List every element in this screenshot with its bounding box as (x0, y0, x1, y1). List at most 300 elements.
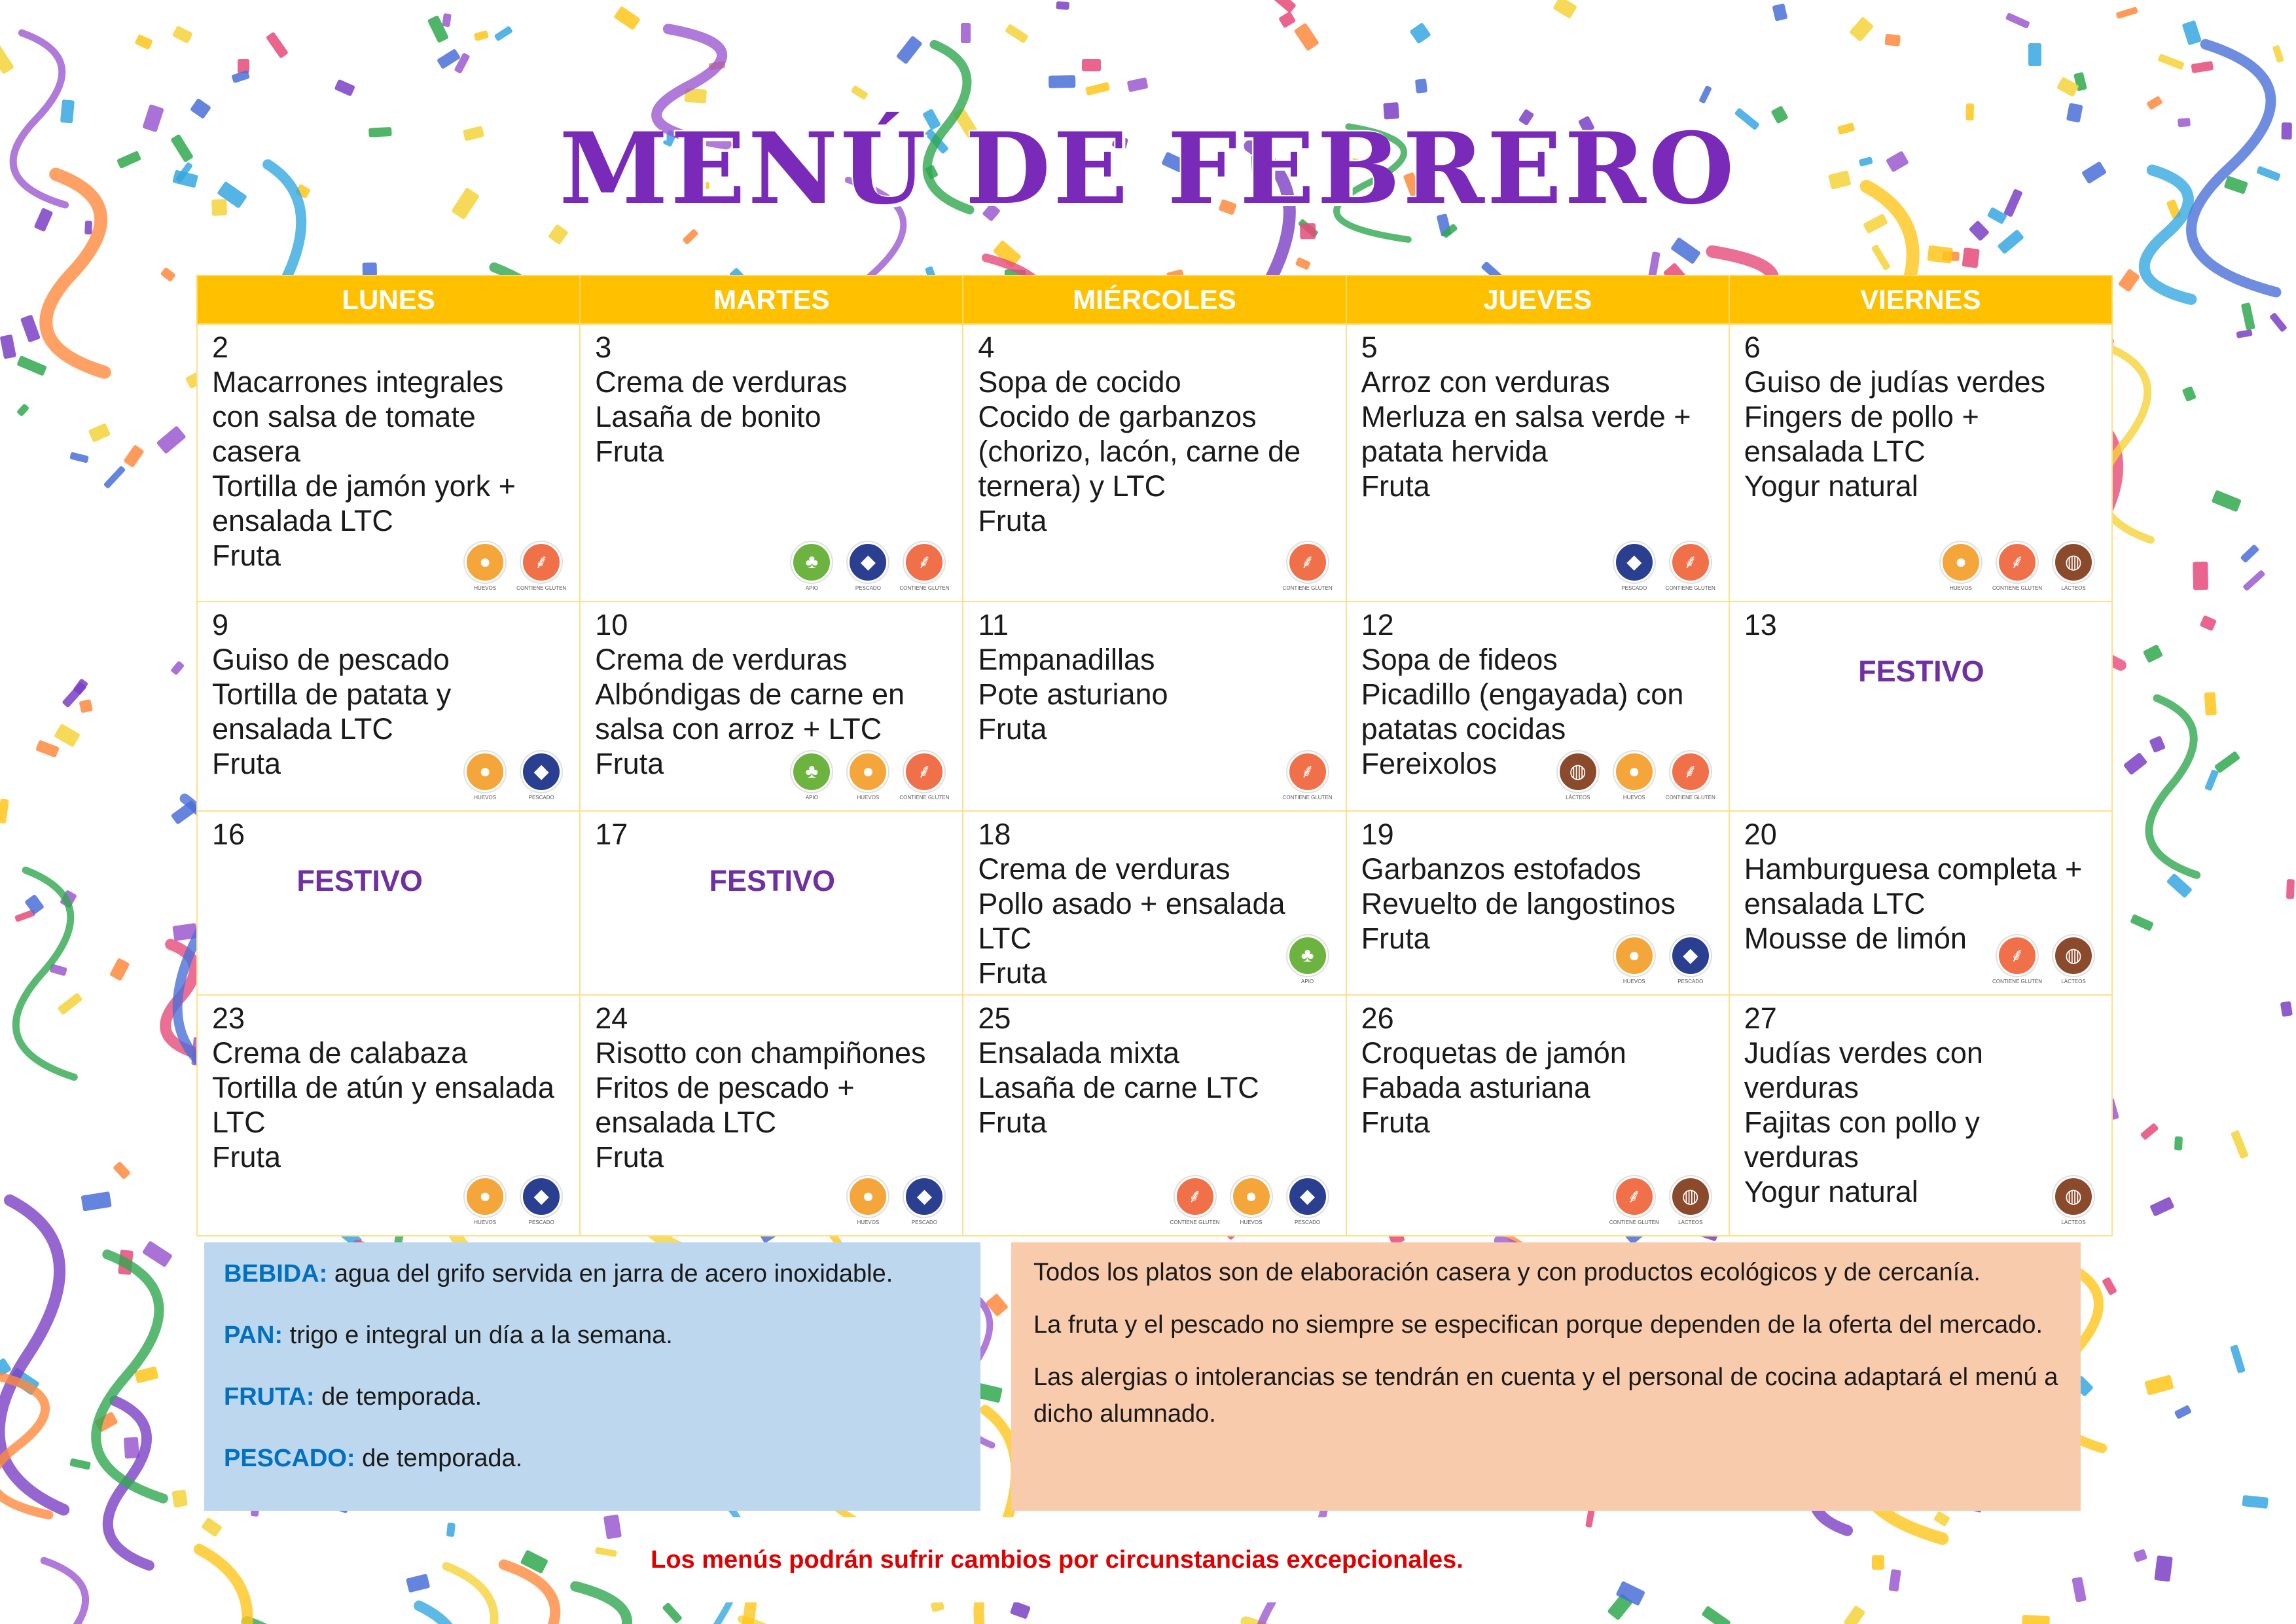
fish-icon: ◆ (521, 1176, 562, 1217)
weekday-header: MIÉRCOLES (963, 276, 1346, 324)
day-cell (580, 324, 963, 602)
day-number: 5 (1361, 331, 1378, 364)
confetti-piece (1552, 0, 1577, 19)
confetti-piece (142, 1240, 173, 1267)
dish-line: Cocido de garbanzos (978, 400, 1257, 433)
allergen-label: APIO (805, 585, 818, 591)
confetti-piece (172, 26, 193, 44)
day-cell (963, 995, 1346, 1236)
day-cell (1729, 602, 2112, 811)
fish-icon: ◆ (1614, 542, 1655, 583)
info-line-bebida (224, 1257, 961, 1291)
confetti-piece (0, 334, 16, 359)
allergen-badge (1992, 542, 2042, 592)
weekday-header: LUNES (197, 276, 580, 324)
allergen-badge (899, 542, 950, 592)
allergen-label: CONTIENE GLUTEN (516, 585, 567, 591)
milk-jug-icon: ◍ (2053, 935, 2094, 976)
confetti-piece (2166, 873, 2193, 899)
milk-jug-icon: ◍ (2053, 1176, 2094, 1217)
week-row (197, 324, 2112, 602)
day-cell (963, 811, 1346, 995)
allergen-badge (520, 751, 562, 801)
confetti-piece (1670, 237, 1701, 264)
day-number: 13 (1744, 608, 1777, 641)
allergen-label: CONTIENE GLUTEN (1282, 585, 1333, 591)
day-number: 9 (212, 608, 229, 641)
dish-line: Fereixolos (1361, 747, 1498, 780)
info-text: de temporada. (355, 1445, 523, 1472)
dish-line: Macarrones integrales (212, 365, 504, 399)
confetti-piece (57, 992, 82, 1015)
confetti-piece (2240, 544, 2259, 563)
day-number: 17 (595, 818, 628, 851)
confetti-piece (123, 444, 145, 468)
note-paragraph: Todos los platos son de elaboración casera y con productos ecológicos y de cercanía. (1033, 1259, 1981, 1286)
confetti-piece (446, 1523, 456, 1537)
confetti-piece (2272, 45, 2284, 63)
confetti-piece (1295, 257, 1311, 270)
dish-line: Arroz con verduras (1361, 365, 1610, 399)
confetti-piece (2174, 1405, 2192, 1419)
day-number: 16 (212, 818, 245, 851)
dish-line: con salsa de tomate (212, 400, 476, 433)
confetti-piece (124, 1437, 139, 1458)
dish-line: Fruta (1361, 1106, 1430, 1139)
allergen-icons (464, 751, 562, 801)
allergen-badge (1613, 751, 1655, 801)
allergen-badge (1170, 1176, 1220, 1226)
wheat-icon: ⸙ (1997, 935, 2037, 976)
dish-line: Fruta (978, 1106, 1047, 1139)
allergen-label: HUEVOS (474, 1219, 497, 1225)
confetti-piece (1933, 1511, 1950, 1527)
confetti-piece (160, 267, 176, 282)
confetti-piece (0, 799, 9, 823)
dish-line: Fruta (212, 1140, 281, 1174)
dish-line: Judías verdes con (1744, 1036, 1983, 1070)
festivo-label: FESTIVO (709, 864, 836, 897)
info-line-pescado (224, 1441, 961, 1475)
wheat-icon: ⸙ (1614, 1176, 1655, 1217)
day-cell (963, 324, 1346, 602)
allergen-label: LÁCTEOS (2061, 585, 2086, 591)
confetti-piece (170, 660, 185, 676)
streamer-ribbon (493, 1564, 560, 1624)
info-key: PAN: (224, 1322, 283, 1349)
day-cell (197, 811, 580, 995)
streamer-ribbon (410, 1606, 463, 1624)
confetti-piece (1082, 59, 1101, 71)
confetti-piece (2149, 736, 2166, 753)
dish-line: Fajitas con pollo y (1744, 1106, 1980, 1139)
confetti-piece (961, 23, 971, 43)
dish-line: ensalada LTC (212, 712, 393, 746)
day-cell (580, 602, 963, 811)
confetti-piece (2144, 1375, 2174, 1396)
confetti-piece (171, 1489, 188, 1507)
streamer-ribbon (1234, 1621, 1306, 1624)
allergen-badge (464, 751, 506, 801)
allergen-label: PESCADO (855, 585, 881, 591)
allergen-icons (791, 542, 950, 592)
egg-icon: ● (465, 542, 505, 583)
confetti-piece (2102, 1276, 2117, 1295)
dish-line: casera (212, 435, 301, 468)
confetti-piece (2231, 1130, 2249, 1159)
dish-line: Fruta (595, 435, 664, 468)
allergen-icons (1282, 751, 1333, 801)
allergen-badge (903, 1176, 945, 1226)
wheat-icon: ⸙ (904, 542, 944, 583)
dish-line: Sopa de fideos (1361, 643, 1558, 676)
day-number: 24 (595, 1001, 628, 1035)
day-number: 4 (978, 331, 995, 364)
allergen-badge (1609, 1176, 1659, 1226)
dish-line: ensalada LTC (1744, 887, 1926, 920)
allergen-icons (1609, 1176, 1712, 1226)
dish-line: Picadillo (engayada) con (1361, 677, 1684, 711)
dish-line: ternera) y LTC (978, 469, 1166, 503)
confetti-piece (1278, 11, 1296, 28)
allergen-label: HUEVOS (857, 795, 880, 801)
allergen-icons (1287, 935, 1329, 985)
allergen-label: CONTIENE GLUTEN (1609, 1219, 1659, 1225)
confetti-piece (682, 228, 699, 245)
confetti-piece (1772, 3, 1787, 22)
confetti-piece (2154, 1555, 2172, 1582)
confetti-piece (442, 13, 452, 27)
day-cell (1346, 602, 1729, 811)
allergen-badge (1557, 751, 1599, 801)
allergen-label: CONTIENE GLUTEN (1170, 1219, 1220, 1225)
allergen-label: PESCADO (911, 1219, 937, 1225)
confetti-piece (2214, 751, 2241, 774)
confetti-piece (35, 740, 60, 758)
allergen-label: HUEVOS (1950, 585, 1972, 591)
weekday-header: JUEVES (1346, 276, 1729, 324)
dish-line: Ensalada mixta (978, 1036, 1180, 1070)
confetti-piece (2193, 562, 2208, 590)
day-number: 2 (212, 331, 229, 364)
confetti-piece (1871, 244, 1891, 271)
celery-icon: ♣ (1287, 935, 1328, 976)
confetti-piece (109, 958, 130, 981)
confetti-piece (2236, 329, 2252, 338)
allergen-label: CONTIENE GLUTEN (899, 585, 950, 591)
confetti-piece (20, 314, 41, 342)
confetti-piece (662, 1602, 683, 1623)
dish-line: Crema de verduras (595, 643, 848, 676)
confetti-piece (2140, 1123, 2159, 1140)
dish-line: Revuelto de langostinos (1361, 887, 1676, 920)
streamer-ribbon (436, 1566, 498, 1624)
dish-line: Crema de calabaza (212, 1036, 468, 1070)
egg-icon: ● (465, 751, 505, 792)
allergen-badge (847, 1176, 889, 1226)
festivo-label: FESTIVO (296, 864, 423, 897)
confetti-piece (1010, 1601, 1031, 1619)
confetti-piece (79, 699, 93, 713)
confetti-piece (2204, 769, 2219, 791)
confetti-piece (2241, 302, 2255, 331)
allergen-badge (791, 751, 833, 801)
confetti-piece (1997, 229, 2024, 255)
dish-line: patatas cocidas (1361, 712, 1566, 746)
allergen-label: CONTIENE GLUTEN (1282, 795, 1333, 801)
info-key: PESCADO: (224, 1445, 355, 1472)
confetti-piece (2118, 268, 2140, 293)
confetti-piece (613, 6, 641, 31)
milk-jug-icon: ◍ (1558, 751, 1598, 792)
confetti-piece (603, 1514, 622, 1539)
fish-icon: ◆ (1287, 1176, 1328, 1217)
allergen-label: HUEVOS (474, 795, 497, 801)
allergen-label: CONTIENE GLUTEN (1992, 979, 2042, 984)
note-paragraph: La fruta y el pescado no siempre se especifican porque dependen de la oferta del mercado. (1033, 1311, 2043, 1339)
confetti-piece (1409, 22, 1431, 44)
confetti-piece (1127, 77, 1149, 92)
confetti-piece (1698, 85, 1712, 104)
confetti-piece (156, 425, 187, 454)
dish-line: Fruta (1361, 469, 1430, 503)
day-cell (963, 602, 1346, 811)
allergen-badge (1282, 542, 1333, 592)
dish-line: Risotto con champiñones (595, 1036, 926, 1070)
milk-jug-icon: ◍ (1670, 1176, 1711, 1217)
day-cell (1346, 995, 1729, 1236)
day-number: 19 (1361, 818, 1394, 851)
allergen-badge (1287, 935, 1329, 985)
dish-line: Fruta (595, 1140, 664, 1174)
dish-line: Croquetas de jamón (1361, 1036, 1626, 1070)
day-cell (1729, 995, 2112, 1236)
dish-line: Fruta (978, 956, 1047, 990)
confetti-piece (16, 355, 47, 376)
confetti-piece (2005, 12, 2030, 29)
dish-line: Pollo asado + ensalada (978, 887, 1285, 920)
dish-line: verduras (1744, 1140, 1859, 1174)
fish-icon: ◆ (521, 751, 562, 792)
confetti-piece (2182, 386, 2197, 402)
confetti-piece (896, 35, 923, 65)
day-cell (197, 995, 580, 1236)
dish-line: Fingers de pollo + (1744, 400, 1979, 433)
allergen-icons (464, 1176, 562, 1226)
egg-icon: ● (1614, 935, 1655, 976)
fish-icon: ◆ (848, 542, 888, 583)
wheat-icon: ⸙ (1670, 542, 1711, 583)
info-line-pan (224, 1318, 961, 1352)
confetti-piece (2022, 1615, 2050, 1624)
allergen-badge (1613, 935, 1655, 985)
confetti-piece (2191, 61, 2214, 73)
dish-line: (chorizo, lacón, carne de (978, 435, 1301, 468)
confetti-piece (238, 59, 249, 73)
dish-line: Lasaña de bonito (595, 400, 821, 433)
streamer-ribbon (564, 1587, 631, 1624)
celery-icon: ♣ (791, 751, 832, 792)
celery-icon: ♣ (791, 542, 832, 583)
streamer-ribbon (188, 1549, 251, 1624)
allergen-badge (464, 1176, 506, 1226)
info-box-general (204, 1242, 980, 1511)
allergen-badge (847, 542, 889, 592)
allergen-badge (516, 542, 567, 592)
dish-line: LTC (978, 922, 1032, 955)
allergen-badge (1665, 751, 1715, 801)
dish-line: ensalada LTC (1744, 435, 1926, 468)
confetti-piece (406, 1574, 430, 1593)
allergen-icons (1557, 751, 1715, 801)
allergen-icons (1992, 935, 2094, 985)
allergen-label: PESCADO (1621, 585, 1647, 591)
confetti-piece (2143, 644, 2163, 663)
confetti-piece (266, 31, 289, 58)
allergen-label: CONTIENE GLUTEN (1992, 585, 2042, 591)
allergen-badge (1940, 542, 1982, 592)
day-number: 12 (1361, 608, 1394, 641)
allergen-label: APIO (1301, 979, 1314, 984)
fish-icon: ◆ (904, 1176, 944, 1217)
confetti-piece (1843, 1605, 1865, 1624)
allergen-label: LÁCTEOS (2061, 979, 2086, 984)
allergen-label: CONTIENE GLUTEN (1665, 585, 1715, 591)
allergen-badge (847, 751, 889, 801)
confetti-piece (2174, 1136, 2183, 1151)
weekday-header-row (197, 276, 2112, 324)
allergen-badge (1670, 1176, 1712, 1226)
egg-icon: ● (1941, 542, 1981, 583)
confetti-piece (2242, 1495, 2269, 1509)
confetti-piece (1415, 79, 1427, 94)
allergen-badge (1670, 935, 1712, 985)
confetti-piece (494, 26, 513, 41)
day-number: 27 (1744, 1001, 1777, 1035)
week-row (197, 995, 2112, 1236)
day-number: 11 (978, 608, 1009, 641)
allergen-label: LÁCTEOS (2061, 1219, 2086, 1225)
info-text: de temporada. (314, 1383, 482, 1411)
allergen-badge (1992, 935, 2042, 985)
confetti-piece (1927, 245, 1953, 263)
day-cell (197, 324, 580, 602)
day-number: 10 (595, 608, 628, 641)
allergen-icons (1170, 1176, 1329, 1226)
streamer-ribbon (35, 1561, 89, 1624)
dish-line: Fruta (595, 747, 664, 780)
confetti-piece (595, 1547, 617, 1557)
note-paragraph: Las alergias o intolerancias se tendrán en cuenta y el personal de cocina adaptará el menú a dicho alumnado. (1033, 1363, 2058, 1428)
confetti-piece (0, 44, 14, 75)
allergen-label: PESCADO (1677, 979, 1704, 984)
dish-line: Tortilla de jamón york + (212, 469, 516, 503)
confetti-piece (474, 30, 489, 41)
day-number: 20 (1744, 818, 1777, 851)
day-cell (197, 602, 580, 811)
day-number: 23 (212, 1001, 245, 1035)
day-number: 18 (978, 818, 1011, 851)
dish-line: Empanadillas (978, 643, 1155, 676)
dish-line: Fruta (978, 712, 1047, 746)
festivo-label: FESTIVO (1858, 655, 1984, 688)
confetti-piece (88, 423, 111, 442)
confetti-piece (1701, 1606, 1731, 1624)
day-number: 25 (978, 1001, 1011, 1035)
confetti-piece (2204, 692, 2217, 715)
allergen-badge (1282, 751, 1333, 801)
allergen-icons (2053, 1176, 2094, 1226)
confetti-piece (54, 723, 81, 748)
streamer-ribbon (2149, 698, 2197, 875)
allergen-label: PESCADO (528, 795, 554, 801)
week-row (197, 811, 2112, 995)
confetti-piece (1269, 0, 1297, 13)
confetti-piece (2199, 615, 2217, 631)
dish-line: Crema de verduras (978, 852, 1230, 886)
day-cell (580, 811, 963, 995)
confetti-piece (1049, 75, 1075, 88)
allergen-label: HUEVOS (474, 585, 497, 591)
confetti-piece (548, 224, 569, 245)
confetti-piece (1872, 1555, 1884, 1570)
info-key: FRUTA: (224, 1383, 315, 1411)
day-cell (1346, 324, 1729, 602)
allergen-icons (1613, 542, 1715, 592)
confetti-piece (1884, 34, 1901, 46)
dish-line: verduras (1744, 1071, 1859, 1104)
dish-line: LTC (212, 1106, 266, 1139)
dish-line: Garbanzos estofados (1361, 852, 1641, 886)
dish-line: Fruta (978, 504, 1047, 537)
allergen-label: LÁCTEOS (1566, 795, 1590, 801)
allergen-badge (520, 1176, 562, 1226)
confetti-piece (334, 79, 355, 97)
confetti-piece (113, 1161, 131, 1180)
changes-notice: Los menús podrán sufrir cambios por circunstancias excepcionales. (632, 1517, 1482, 1602)
confetti-piece (1962, 247, 1979, 268)
dish-line: Fruta (1361, 922, 1430, 955)
dish-line: Fabada asturiana (1361, 1071, 1590, 1104)
confetti-piece (134, 34, 153, 50)
confetti-piece (2269, 312, 2287, 333)
dish-line: Fruta (212, 747, 281, 780)
confetti-piece (2072, 1577, 2087, 1602)
confetti-piece (1849, 16, 1874, 42)
allergen-icons (1940, 542, 2094, 592)
wheat-icon: ⸙ (1175, 1176, 1215, 1217)
day-cell (580, 995, 963, 1236)
confetti-piece (2242, 569, 2266, 592)
confetti-piece (2157, 54, 2185, 71)
allergen-label: PESCADO (1295, 1219, 1321, 1225)
confetti-piece (1085, 82, 1110, 96)
confetti-piece (103, 465, 126, 489)
confetti-piece (81, 1191, 112, 1212)
allergen-label: PESCADO (528, 1219, 554, 1225)
allergen-badge (791, 542, 833, 592)
allergen-label: HUEVOS (1623, 795, 1645, 801)
dish-line: Merluza en salsa verde + (1361, 400, 1691, 433)
day-cell (1729, 324, 2112, 602)
allergen-label: HUEVOS (857, 1219, 880, 1225)
info-box-notes (1011, 1242, 2081, 1511)
day-cell (1729, 811, 2112, 995)
allergen-label: HUEVOS (1623, 979, 1645, 984)
allergen-label: CONTIENE GLUTEN (1665, 795, 1715, 801)
allergen-badge (2053, 935, 2094, 985)
allergen-icons (847, 1176, 945, 1226)
